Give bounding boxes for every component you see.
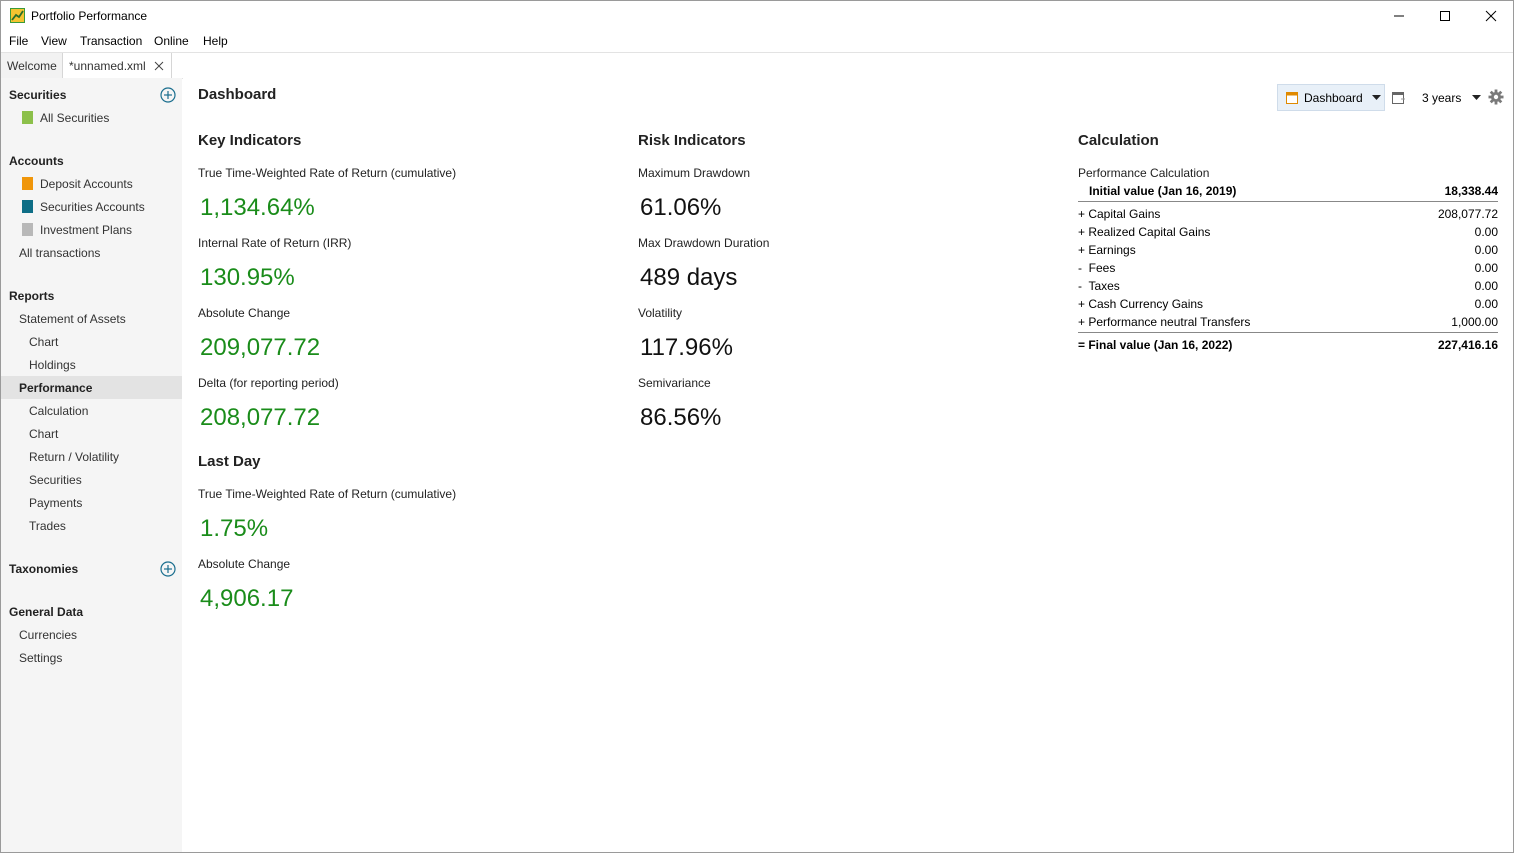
- close-window-button[interactable]: [1468, 1, 1514, 31]
- sidebar-item-holdings[interactable]: Holdings: [29, 358, 76, 372]
- deposit-account-icon: [22, 177, 33, 190]
- calc-label: + Earnings: [1078, 243, 1136, 257]
- maximize-button[interactable]: [1422, 1, 1468, 31]
- calc-row: [1078, 261, 1498, 279]
- sidebar-item-all-transactions[interactable]: All transactions: [19, 246, 101, 260]
- sidebar-heading-general-data: General Data: [9, 605, 84, 619]
- calc-value: 208,077.72: [1437, 207, 1498, 221]
- tab-label: Welcome: [7, 58, 57, 73]
- sidebar-heading-taxonomies: Taxonomies: [9, 562, 79, 576]
- add-security-icon[interactable]: [160, 87, 176, 103]
- max-drawdown-duration-label: Max Drawdown Duration: [638, 236, 770, 250]
- calc-row: [1078, 207, 1498, 225]
- navigation-sidebar: [1, 78, 182, 852]
- max-drawdown-value: 61.06%: [640, 194, 722, 221]
- delta-value: 208,077.72: [200, 404, 321, 431]
- volatility-label: Volatility: [638, 306, 683, 320]
- calc-divider: [1078, 201, 1498, 202]
- tab-welcome[interactable]: [1, 53, 63, 78]
- irr-value: 130.95%: [200, 264, 295, 291]
- absolute-change-label: Absolute Change: [198, 306, 291, 320]
- semivariance-value: 86.56%: [640, 404, 722, 431]
- tab-unnamed-xml[interactable]: [62, 53, 172, 78]
- sidebar-item-all-securities[interactable]: All Securities: [22, 111, 109, 125]
- max-drawdown-duration-value: 489 days: [640, 264, 738, 291]
- risk-indicators-heading: Risk Indicators: [638, 132, 746, 149]
- sidebar-item-performance-chart[interactable]: Chart: [29, 427, 59, 441]
- period-dropdown-icon[interactable]: [1472, 95, 1481, 101]
- absolute-change-value: 209,077.72: [200, 334, 321, 361]
- security-icon: [22, 111, 33, 124]
- page-title: Dashboard: [198, 86, 277, 103]
- period-selector[interactable]: 3 years: [1422, 91, 1462, 105]
- menu-file[interactable]: File: [9, 34, 29, 48]
- minimize-button[interactable]: [1376, 1, 1422, 31]
- ttwror-label: True Time-Weighted Rate of Return (cumulative): [198, 166, 457, 180]
- calc-label: + Capital Gains: [1078, 207, 1161, 221]
- calc-final-value-row: [1078, 338, 1498, 356]
- investment-plan-icon: [22, 223, 33, 236]
- calc-value: 0.00: [1474, 297, 1498, 311]
- calc-label: + Performance neutral Transfers: [1078, 315, 1251, 329]
- last-day-heading: Last Day: [198, 453, 261, 470]
- dashboard-icon: [1286, 92, 1298, 104]
- calc-label: - Fees: [1078, 261, 1116, 275]
- performance-calculation-label: Performance Calculation: [1078, 166, 1210, 180]
- sidebar-item-performance[interactable]: Performance: [19, 381, 93, 395]
- title-bar: [1, 1, 1513, 31]
- calc-label: + Cash Currency Gains: [1078, 297, 1204, 311]
- calc-value: 227,416.16: [1437, 338, 1498, 352]
- max-drawdown-label: Maximum Drawdown: [638, 166, 751, 180]
- close-icon: [1485, 10, 1497, 22]
- sidebar-item-trades[interactable]: Trades: [29, 519, 66, 533]
- calc-label: + Realized Capital Gains: [1078, 225, 1211, 239]
- calc-value: 1,000.00: [1451, 315, 1498, 329]
- tab-label: *unnamed.xml: [69, 58, 146, 73]
- volatility-value: 117.96%: [640, 334, 733, 361]
- calc-divider: [1078, 332, 1498, 333]
- sidebar-heading-securities: Securities: [9, 88, 67, 102]
- last-day-ttwror-value: 1.75%: [200, 515, 269, 542]
- sidebar-item-statement-of-assets[interactable]: Statement of Assets: [19, 312, 126, 326]
- app-logo-icon: [10, 8, 25, 23]
- calc-row: [1078, 225, 1498, 243]
- chevron-down-icon[interactable]: [1372, 95, 1381, 101]
- sidebar-item-assets-chart[interactable]: Chart: [29, 335, 59, 349]
- calc-row: [1078, 279, 1498, 297]
- new-dashboard-icon[interactable]: [1392, 91, 1405, 104]
- minimize-icon: [1393, 10, 1405, 22]
- last-day-absolute-change-label: Absolute Change: [198, 557, 291, 571]
- menu-transaction[interactable]: Transaction: [80, 34, 143, 48]
- menu-bar: [1, 31, 1513, 52]
- dashboard-selector-label: Dashboard: [1304, 91, 1363, 105]
- sidebar-item-performance-securities[interactable]: Securities: [29, 473, 82, 487]
- sidebar-item-deposit-accounts[interactable]: Deposit Accounts: [22, 177, 133, 191]
- sidebar-item-investment-plans[interactable]: Investment Plans: [22, 223, 132, 237]
- last-day-ttwror-label: True Time-Weighted Rate of Return (cumulative): [198, 487, 457, 501]
- calc-value: 0.00: [1474, 225, 1498, 239]
- calc-value: 0.00: [1474, 243, 1498, 257]
- add-taxonomy-icon[interactable]: [160, 561, 176, 577]
- ttwror-value: 1,134.64%: [200, 194, 315, 221]
- maximize-icon: [1439, 10, 1451, 22]
- sidebar-item-calculation[interactable]: Calculation: [29, 404, 89, 418]
- sidebar-heading-reports: Reports: [9, 289, 55, 303]
- last-day-absolute-change-value: 4,906.17: [200, 585, 294, 612]
- calc-label: Initial value (Jan 16, 2019): [1089, 184, 1237, 198]
- sidebar-item-return-volatility[interactable]: Return / Volatility: [29, 450, 120, 464]
- close-tab-icon[interactable]: [154, 61, 164, 71]
- calc-row: [1078, 315, 1498, 333]
- calculation-heading: Calculation: [1078, 132, 1159, 149]
- securities-account-icon: [22, 200, 33, 213]
- gear-icon[interactable]: [1488, 89, 1504, 105]
- menu-online[interactable]: Online: [154, 34, 189, 48]
- calc-value: 0.00: [1474, 279, 1498, 293]
- editor-tab-bar: [1, 52, 1513, 79]
- sidebar-item-settings[interactable]: Settings: [19, 651, 63, 665]
- sidebar-item-securities-accounts[interactable]: Securities Accounts: [22, 200, 145, 214]
- window-title: Portfolio Performance: [31, 9, 148, 23]
- calc-initial-value-row: [1078, 184, 1498, 202]
- dashboard-selector-button[interactable]: [1277, 84, 1385, 111]
- key-indicators-heading: Key Indicators: [198, 132, 302, 149]
- sidebar-heading-accounts: Accounts: [9, 154, 64, 168]
- dashboard-panel: [183, 78, 1513, 852]
- calc-row: [1078, 243, 1498, 261]
- menu-view[interactable]: View: [41, 34, 67, 48]
- menu-help[interactable]: Help: [203, 34, 228, 48]
- semivariance-label: Semivariance: [638, 376, 711, 390]
- irr-label: Internal Rate of Return (IRR): [198, 236, 352, 250]
- delta-label: Delta (for reporting period): [198, 376, 339, 390]
- calc-label: - Taxes: [1078, 279, 1120, 293]
- calc-row: [1078, 297, 1498, 315]
- calc-label: = Final value (Jan 16, 2022): [1078, 338, 1233, 352]
- sidebar-item-currencies[interactable]: Currencies: [19, 628, 78, 642]
- calc-value: 0.00: [1474, 261, 1498, 275]
- calc-value: 18,338.44: [1444, 184, 1498, 198]
- sidebar-item-payments[interactable]: Payments: [29, 496, 83, 510]
